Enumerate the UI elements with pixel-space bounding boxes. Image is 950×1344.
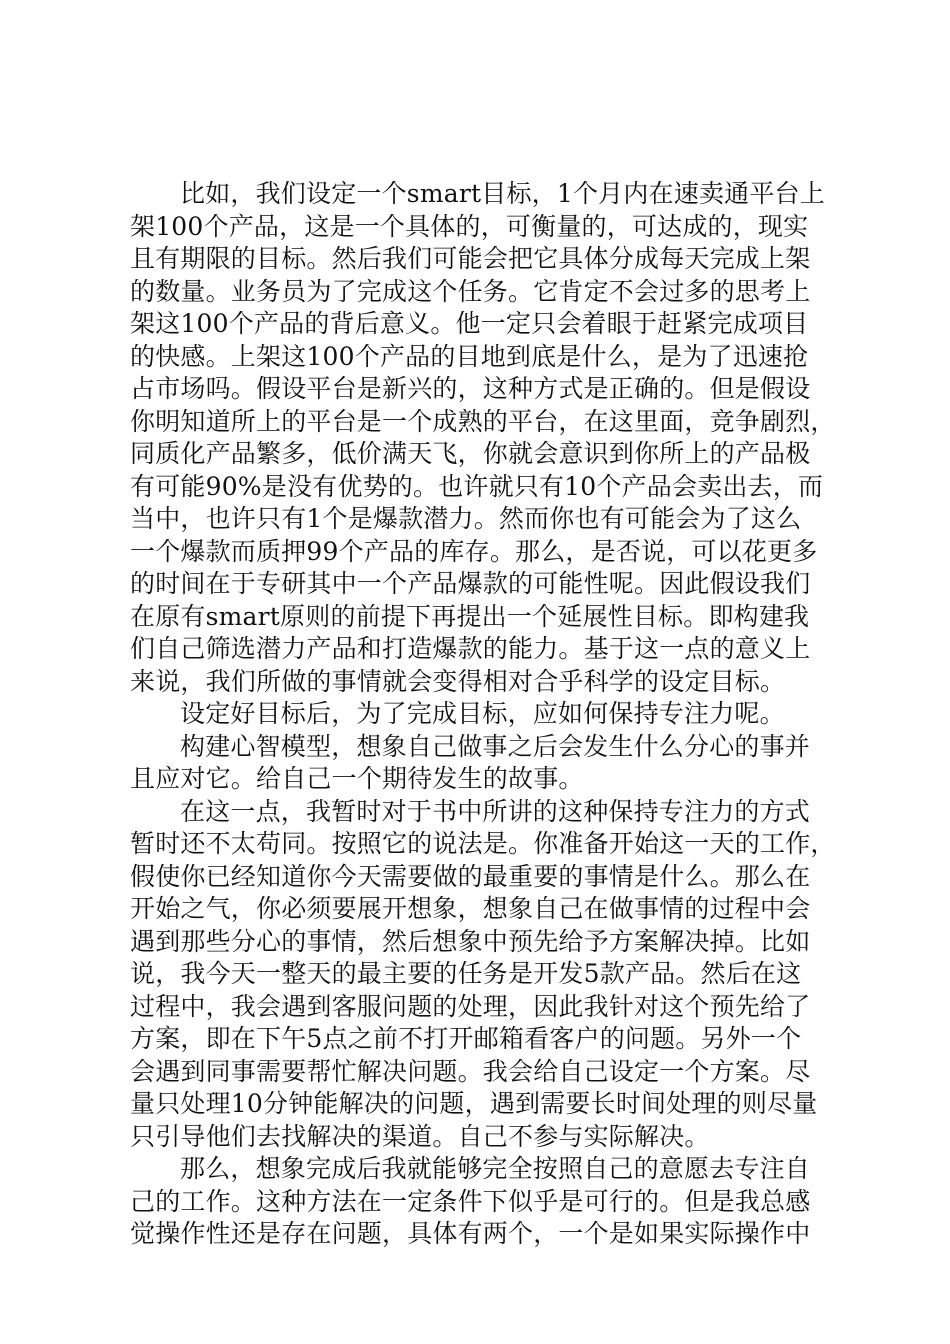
text-line: 设定好目标后，为了完成目标，应如何保持专注力呢。 (180, 699, 785, 728)
text-line: 暂时还不太苟同。按照它的说法是。你准备开始这一天的工作， (130, 829, 836, 858)
paragraph-conclusion (130, 1153, 830, 1251)
paragraph-mental-model (130, 731, 830, 796)
text-line: 的快感。上架这100个产品的目地到底是什么，是为了迅速抢 (130, 341, 809, 371)
text-line: 觉操作性还是存在问题，具体有两个，一个是如果实际操作中 (130, 1219, 811, 1248)
text-line: 同质化产品繁多，低价满天飞，你就会意识到你所上的产品极 (130, 439, 811, 468)
text-line: 架100个产品，这是一个具体的，可衡量的，可达成的，现实 (130, 211, 809, 241)
text-line: 会遇到同事需要帮忙解决问题。我会给自己设定一个方案。尽 (130, 1056, 811, 1086)
paragraph-smart-goal-example (130, 178, 836, 698)
text-line: 比如，我们设定一个smart目标，1个月内在速卖通平台上 (180, 179, 825, 208)
text-line: 那么，想象完成后我就能够完全按照自己的意愿去专注自 (180, 1154, 811, 1183)
text-line: 你明知道所上的平台是一个成熟的平台，在这里面，竞争剧烈， (130, 406, 836, 436)
text-line: 方案，即在下午5点之前不打开邮箱看客户的问题。另外一个 (130, 1024, 802, 1053)
text-line: 只引导他们去找解决的渠道。自己不参与实际解决。 (130, 1121, 710, 1151)
text-line: 过程中，我会遇到客服问题的处理，因此我针对这个预先给了 (130, 991, 811, 1021)
text-line: 己的工作。这种方法在一定条件下似乎是可行的。但是我总感 (130, 1186, 811, 1216)
text-line: 一个爆款而质押99个产品的库存。那么，是否说，可以花更多 (130, 536, 818, 566)
text-line: 当中，也许只有1个是爆款潜力。然而你也有可能会为了这么 (130, 504, 802, 533)
text-line: 开始之气，你必须要展开想象，想象自己在做事情的过程中会 (130, 894, 811, 923)
text-line: 架这100个产品的背后意义。他一定只会着眼于赶紧完成项目 (130, 309, 809, 338)
text-line: 遇到那些分心的事情，然后想象中预先给予方案解决掉。比如 (130, 926, 811, 956)
text-line: 们自己筛选潜力产品和打造爆款的能力。基于这一点的意义上 (130, 634, 811, 663)
document-body (130, 178, 836, 1251)
text-line: 且有期限的目标。然后我们可能会把它具体分成每天完成上架 (130, 244, 811, 273)
text-line: 假使你已经知道你今天需要做的最重要的事情是什么。那么在 (130, 861, 811, 891)
text-line: 占市场吗。假设平台是新兴的，这种方式是正确的。但是假设 (130, 374, 811, 403)
text-line: 在这一点，我暂时对于书中所讲的这种保持专注力的方式 (180, 796, 811, 826)
paragraph-book-method-critique (130, 796, 836, 1154)
paragraph-focus-question (130, 698, 830, 731)
text-line: 在原有smart原则的前提下再提出一个延展性目标。即构建我 (130, 601, 810, 631)
text-line: 说，我今天一整天的最主要的任务是开发5款产品。然后在这 (130, 959, 802, 988)
text-line: 量只处理10分钟能解决的问题，遇到需要长时间处理的则尽量 (130, 1089, 818, 1118)
text-line: 的数量。业务员为了完成这个任务。它肯定不会过多的思考上 (130, 276, 811, 306)
text-line: 构建心智模型，想象自己做事之后会发生什么分心的事并 (180, 731, 811, 761)
text-line: 且应对它。给自己一个期待发生的故事。 (130, 764, 584, 793)
text-line: 有可能90%是没有优势的。也许就只有10个产品会卖出去，而 (130, 471, 824, 501)
text-line: 来说，我们所做的事情就会变得相对合乎科学的设定目标。 (130, 666, 786, 696)
text-line: 的时间在于专研其中一个产品爆款的可能性呢。因此假设我们 (130, 569, 811, 598)
